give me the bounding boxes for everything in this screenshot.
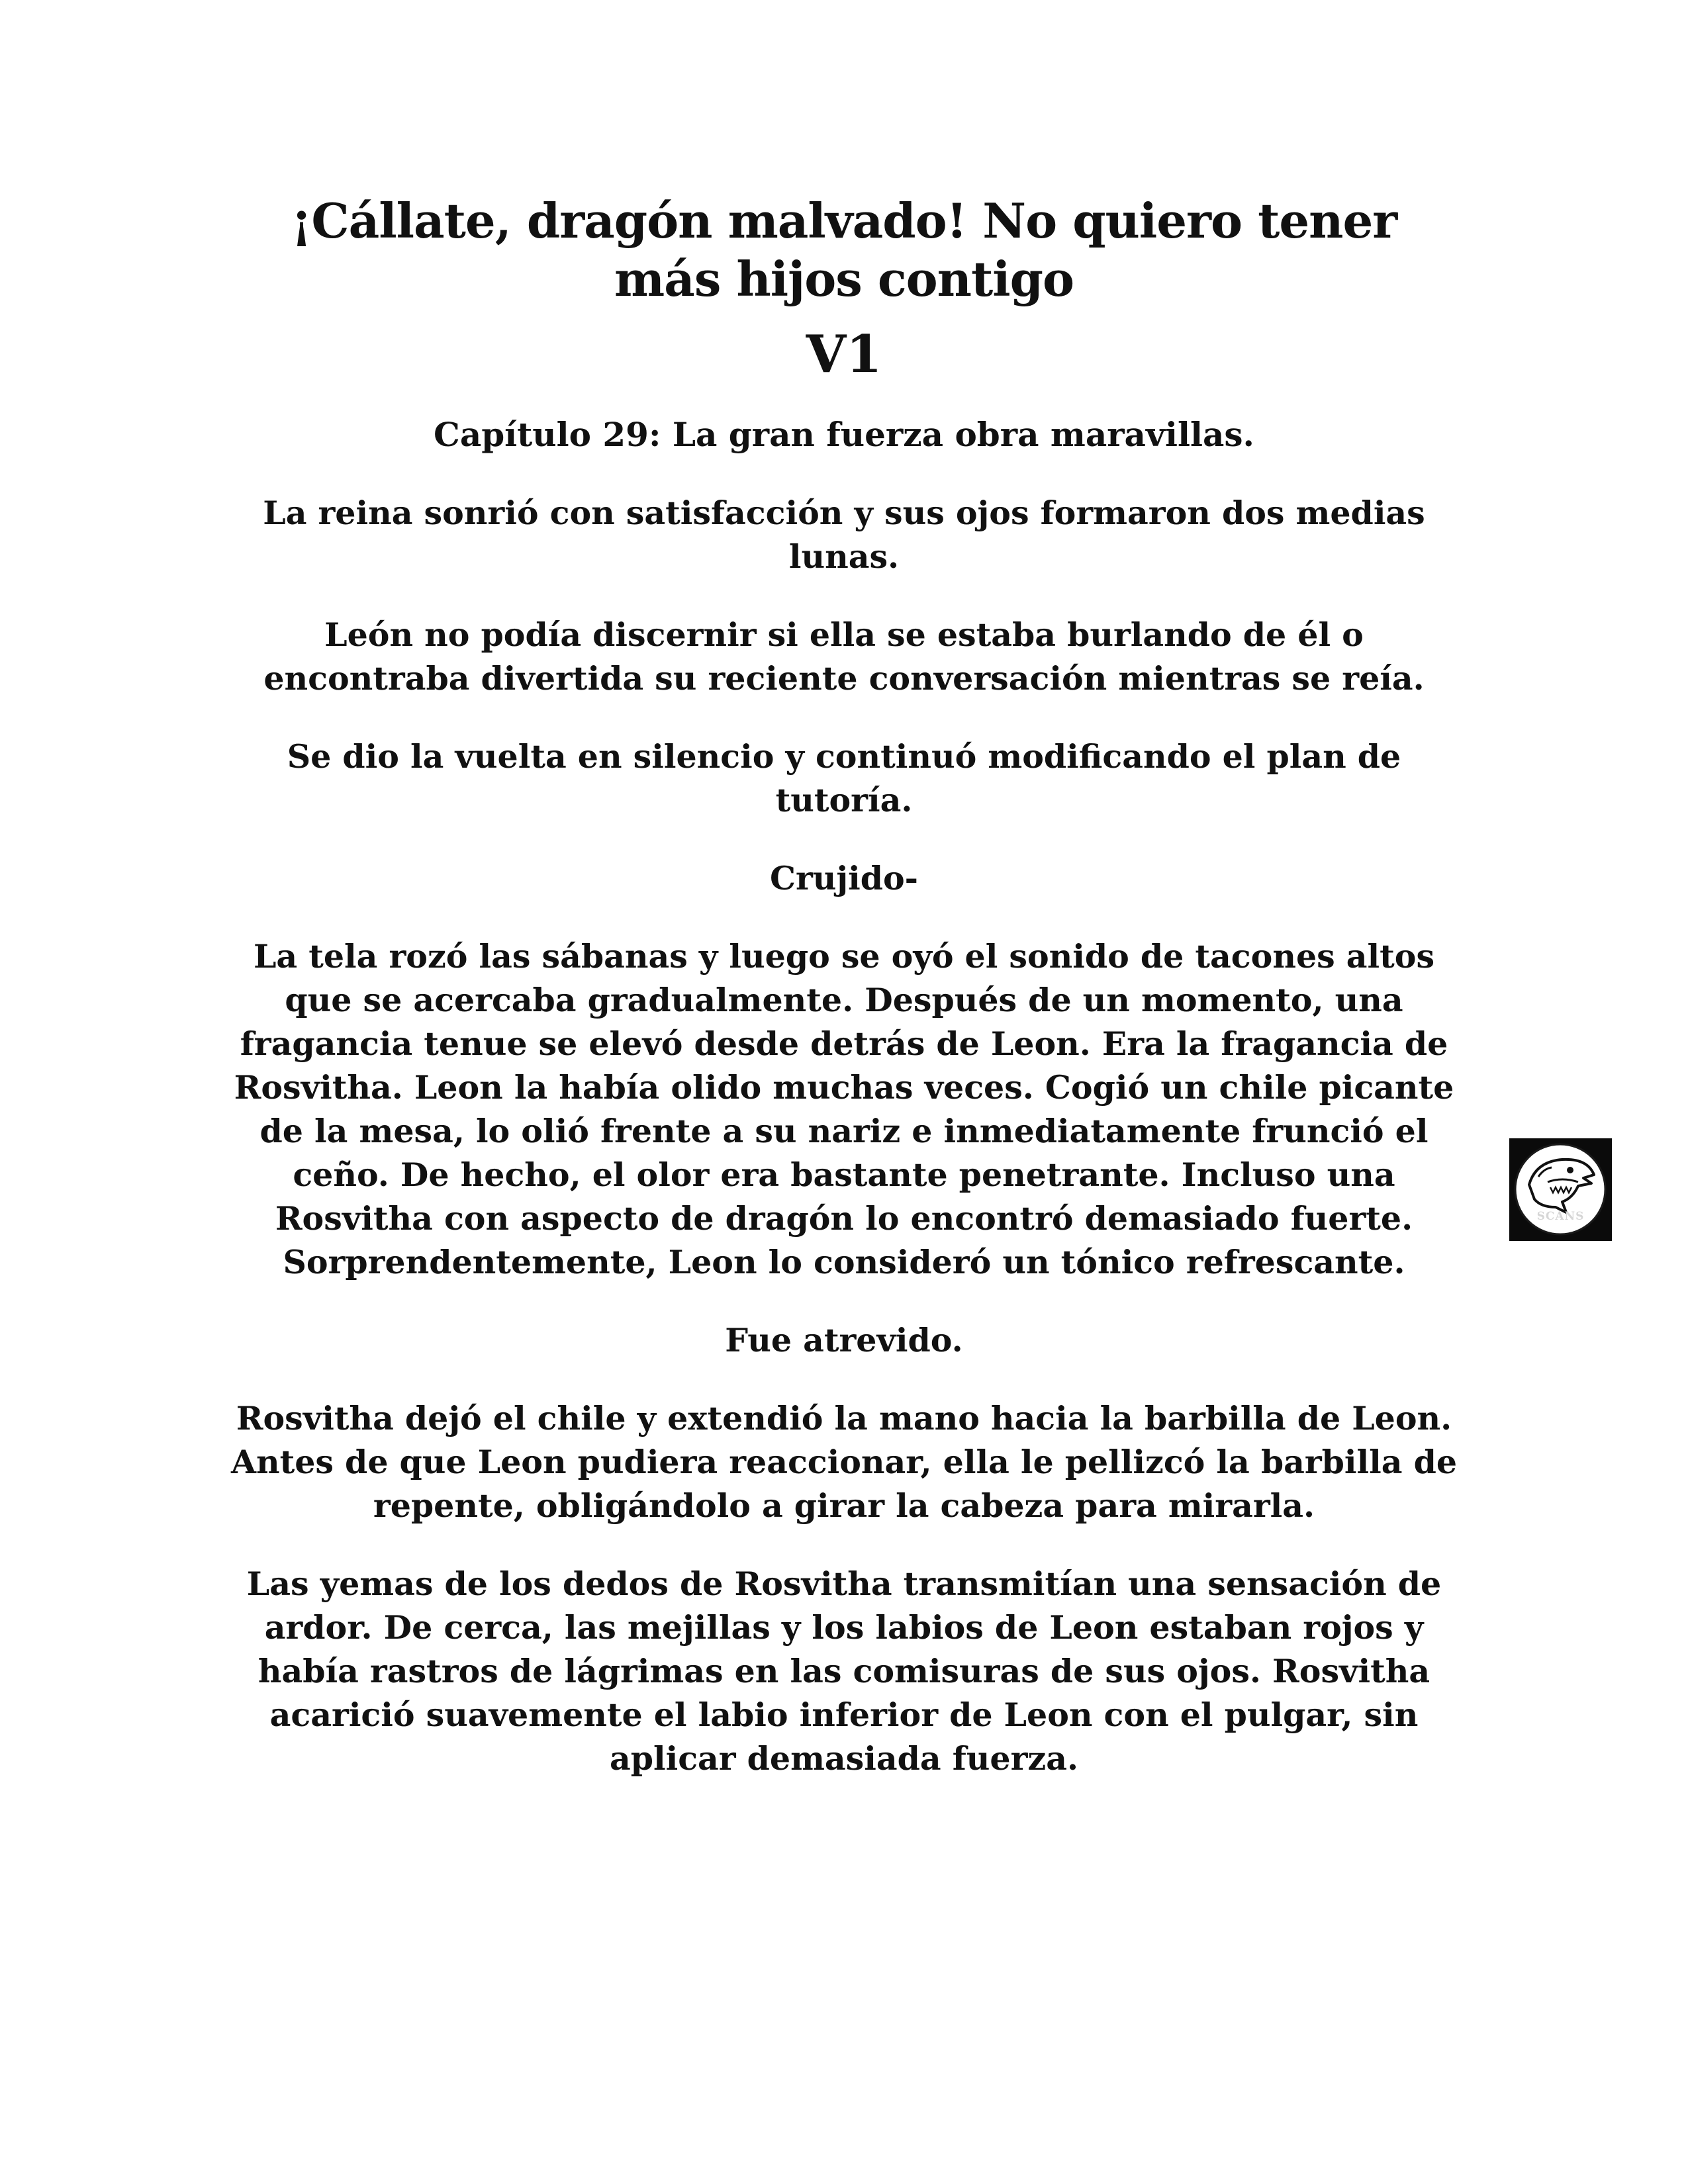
paragraph: Fue atrevido.	[725, 1321, 963, 1359]
paragraph: Rosvitha dejó el chile y extendió la mano hacia la barbilla de Leon. Antes de que Leon pudiera reaccionar, ella le pellizcó la barbilla de repente, obligándolo a girar la cabeza para mirarla.	[230, 1399, 1458, 1525]
paragraph: Las yemas de los dedos de Rosvitha transmitían una sensación de ardor. De cerca, las mejillas y los labios de Leon estaban rojos y había rastros de lágrimas en las comisuras de sus ojos. Rosvitha acarició suavemente el labio inferior de Leon con el pulgar, sin aplicar demasiada fuerza.	[246, 1565, 1442, 1778]
paragraph: Crujido-	[769, 859, 919, 897]
paragraph: Se dio la vuelta en silencio y continuó modificando el plan de tutoría.	[287, 737, 1401, 819]
paragraph: León no podía discernir si ella se estaba burlando de él o encontraba divertida su reciente conversación mientras se reía.	[263, 615, 1425, 698]
dinosaur-logo-graphic	[1509, 1138, 1612, 1241]
dinosaur-logo-icon	[1509, 1138, 1612, 1241]
title-line-2: más hijos contigo	[614, 251, 1074, 307]
logo-caption: SCANS	[1536, 1210, 1585, 1223]
title-line-1: ¡Cállate, dragón malvado! No quiero tener	[291, 193, 1397, 249]
paragraph: La tela rozó las sábanas y luego se oyó el sonido de tacones altos que se acercaba gradualmente. Después de un momento, una fragancia tenue se elevó desde detrás de Leon. Era la fragancia de Rosvitha. Leon la había olido muchas veces. Cogió un chile picante de la mesa, lo olió frente a su nariz e inmediatamente frunció el ceño. De hecho, el olor era bastante penetrante. Incluso una Rosvitha con aspecto de dragón lo encontró demasiado fuerte. Sorprendentemente, Leon lo consideró un tónico refrescante.	[234, 937, 1454, 1281]
document-title	[218, 192, 1470, 308]
chapter-heading: Capítulo 29: La gran fuerza obra maravillas.	[434, 415, 1254, 454]
paragraph: La reina sonrió con satisfacción y sus ojos formaron dos medias lunas.	[263, 494, 1425, 576]
volume-label: V1	[806, 324, 882, 385]
document-page	[218, 192, 1470, 1815]
